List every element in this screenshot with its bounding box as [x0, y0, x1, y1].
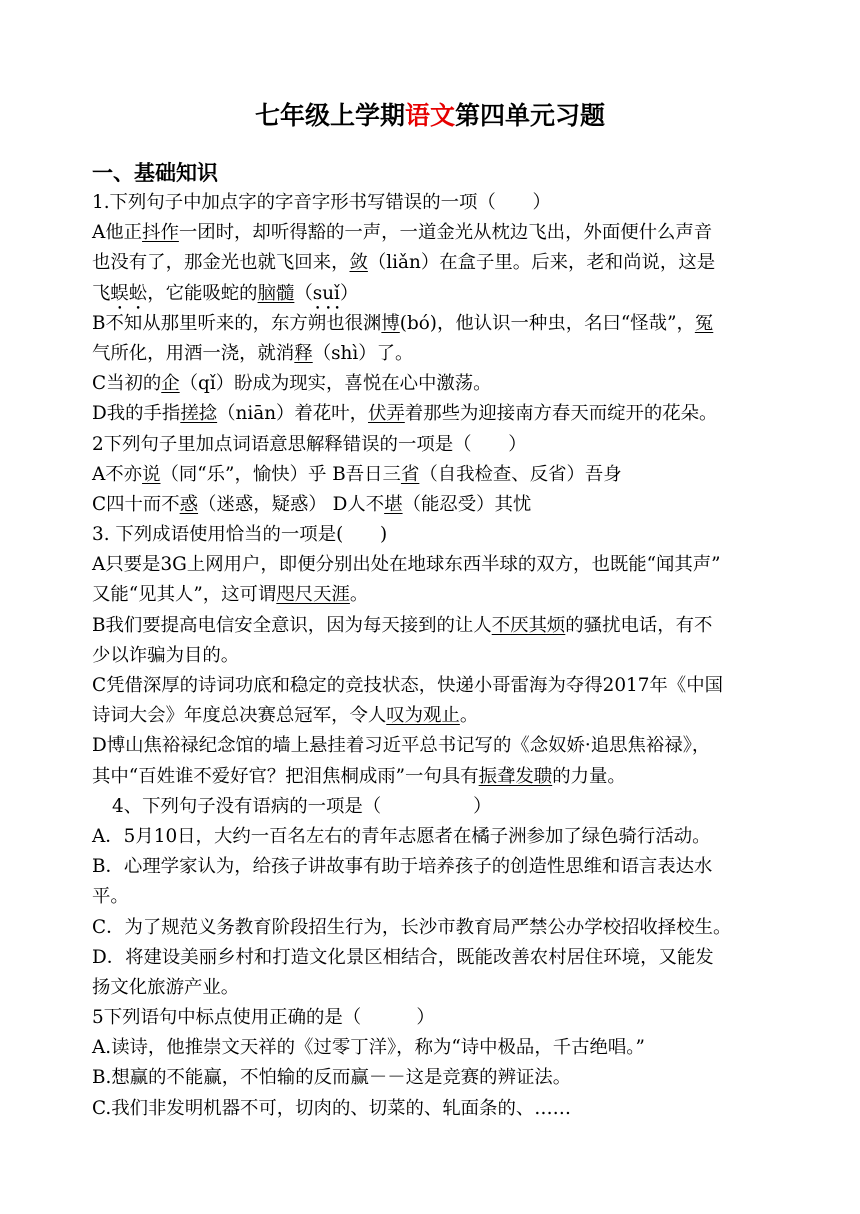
title-part-1: 七年级上学期	[254, 101, 405, 130]
q2-options-cd	[92, 490, 792, 520]
text-run: suǐ	[312, 282, 340, 304]
text-run: C四十而不	[92, 493, 180, 515]
text-run: 。	[459, 705, 479, 727]
title-part-3: 第四单元习题	[455, 101, 606, 130]
q5-option-a: A.读诗，他推崇文天祥的《过零丁洋》，称为“诗中极品，千古绝唱。”	[92, 1037, 645, 1059]
q1-option-a-line-3	[92, 279, 792, 309]
text-run: 冤	[694, 312, 714, 334]
q3-stem: 3. 下列成语使用恰当的一项是( )	[92, 524, 388, 546]
text-run: 伏弄	[368, 403, 405, 425]
q3-option-a-line-1: A只要是3G上网用户，即便分别出处在地球东西半球的双方，也既能“闻其声”	[92, 554, 721, 576]
q1-option-a-line-2	[92, 248, 792, 278]
text-run: 不厌其烦	[491, 614, 566, 636]
q3-option-d-line-2	[92, 762, 792, 792]
q4-option-b-line-1: B．心理学家认为，给孩子讲故事有助于培养孩子的创造性思维和语言表达水	[92, 856, 713, 878]
q3-option-c-line-1: C凭借深厚的诗词功底和稳定的竞技状态，快递小哥雷海为夺得2017年《中国	[92, 675, 723, 696]
q4-option-d-line-1: D．将建设美丽乡村和打造文化景区相结合，既能改善农村居住环境，又能发	[92, 946, 714, 968]
text-run: 释	[294, 342, 313, 364]
q1-option-c	[92, 369, 792, 399]
q5-option-c: C.我们非发明机器不可，切肉的、切菜的、轧面条的、……	[92, 1097, 572, 1119]
text-run: ，它能吸蛇的	[147, 282, 258, 304]
text-run: 其中“百姓谁不爱好官？把泪焦桐成雨”一句具有	[92, 765, 479, 787]
text-run: 博	[381, 312, 400, 334]
text-run: 脑髓	[257, 282, 295, 304]
q4-option-c: C．为了规范义务教育阶段招生行为，长沙市教育局严禁公办学校招收择校生。	[92, 916, 732, 938]
text-run: 搓捻	[180, 403, 218, 425]
page-title	[0, 96, 860, 132]
exercise-body	[92, 188, 792, 1124]
q3-option-b-line-2: 少以诈骗为目的。	[92, 644, 240, 666]
q3-option-c-line-2	[92, 701, 792, 731]
text-run: B不知从那里听来的，东方朔也很渊	[92, 312, 382, 334]
q1-option-b-line-1	[92, 309, 792, 339]
text-run: 蜈蚣	[110, 282, 148, 304]
text-run: 叹为观止	[386, 705, 460, 727]
text-run: D我的手指	[92, 403, 181, 425]
text-run: （shì）了。	[312, 342, 414, 364]
text-run: 咫尺天涯	[276, 584, 350, 606]
q3-option-a-line-2	[92, 580, 792, 610]
text-run: （liǎn）在盒子里。后来，老和尚说，这是	[367, 252, 716, 274]
text-run: 着那些为迎接南方春天而绽开的花朵。	[404, 403, 718, 425]
text-run: （能忍受）其忧	[402, 493, 532, 515]
q5-option-b: B.想赢的不能赢，不怕输的反而赢－－这是竞赛的辨证法。	[92, 1067, 572, 1089]
text-run: B我们要提高电信安全意识，因为每天接到的让人	[92, 614, 492, 636]
text-run: 振聋发聩	[478, 765, 553, 787]
text-run: （同“乐”，愉快）乎 B吾日三	[160, 463, 401, 485]
text-run: 的力量。	[552, 765, 626, 787]
text-run: 堪	[384, 493, 403, 515]
text-run: 也没有了，那金光也就飞回来，	[92, 252, 350, 274]
text-run: 的骚扰电话，有不	[565, 614, 713, 636]
text-run: C当初的	[92, 373, 162, 395]
text-run: ）	[339, 282, 359, 304]
text-run: 一团时，却听得豁的一声，一道金光从枕边飞出，外面便什么声音	[178, 222, 713, 244]
q1-stem: 1.下列句子中加点字的字音字形书写错误的一项（ ）	[92, 192, 551, 213]
text-run: （niān）着花叶，	[217, 403, 368, 425]
title-highlight: 语文	[404, 101, 455, 130]
text-run: 飞	[92, 282, 111, 304]
q2-options-ab	[92, 460, 792, 490]
q4-option-d-line-2: 扬文化旅游产业。	[92, 976, 240, 998]
text-run: 气所化，用酒一浇，就消	[92, 342, 295, 364]
text-run: （迷惑，疑惑） D人不	[198, 493, 385, 515]
q4-option-a: A．5月10日，大约一百名左右的青年志愿者在橘子洲参加了绿色骑行活动。	[92, 825, 711, 847]
text-run: 省	[400, 463, 420, 485]
text-run: 抖作	[142, 222, 179, 244]
q3-option-d-line-1: D博山焦裕禄纪念馆的墙上悬挂着习近平总书记写的《念奴娇·追思焦裕禄》，	[92, 735, 711, 757]
section-heading: 一、基础知识	[92, 161, 218, 185]
q3-option-b-line-1	[92, 611, 792, 641]
text-run: 企	[161, 373, 180, 395]
q4-option-b-line-2: 平。	[92, 886, 129, 908]
q5-stem: 5下列语句中标点使用正确的是（ ）	[92, 1007, 435, 1029]
q4-stem: 4、下列句子没有语病的一项是（ ）	[112, 795, 492, 817]
text-run: 惑	[179, 493, 199, 515]
text-run: 又能“见其人”，这可谓	[92, 584, 277, 606]
text-run: 诗词大会》年度总决赛总冠军，令人	[92, 705, 387, 727]
text-run: （	[294, 282, 313, 304]
q2-stem: 2下列句子里加点词语意思解释错误的一项是（ ）	[92, 433, 527, 455]
text-run: 。	[349, 584, 369, 606]
text-run: (bó)，他认识一种虫，名曰“怪哉”，	[399, 312, 695, 334]
text-run: 说	[142, 463, 161, 485]
text-run: 敛	[349, 252, 368, 274]
text-run: A他正	[92, 222, 143, 244]
q1-option-b-line-2	[92, 339, 792, 369]
text-run: （自我检查、反省）吾身	[419, 463, 622, 485]
text-run: （qǐ）盼成为现实，喜悦在心中激荡。	[179, 373, 492, 395]
q1-option-a-line-1	[92, 218, 792, 248]
text-run: A不亦	[92, 463, 143, 485]
q1-option-d	[92, 399, 792, 429]
